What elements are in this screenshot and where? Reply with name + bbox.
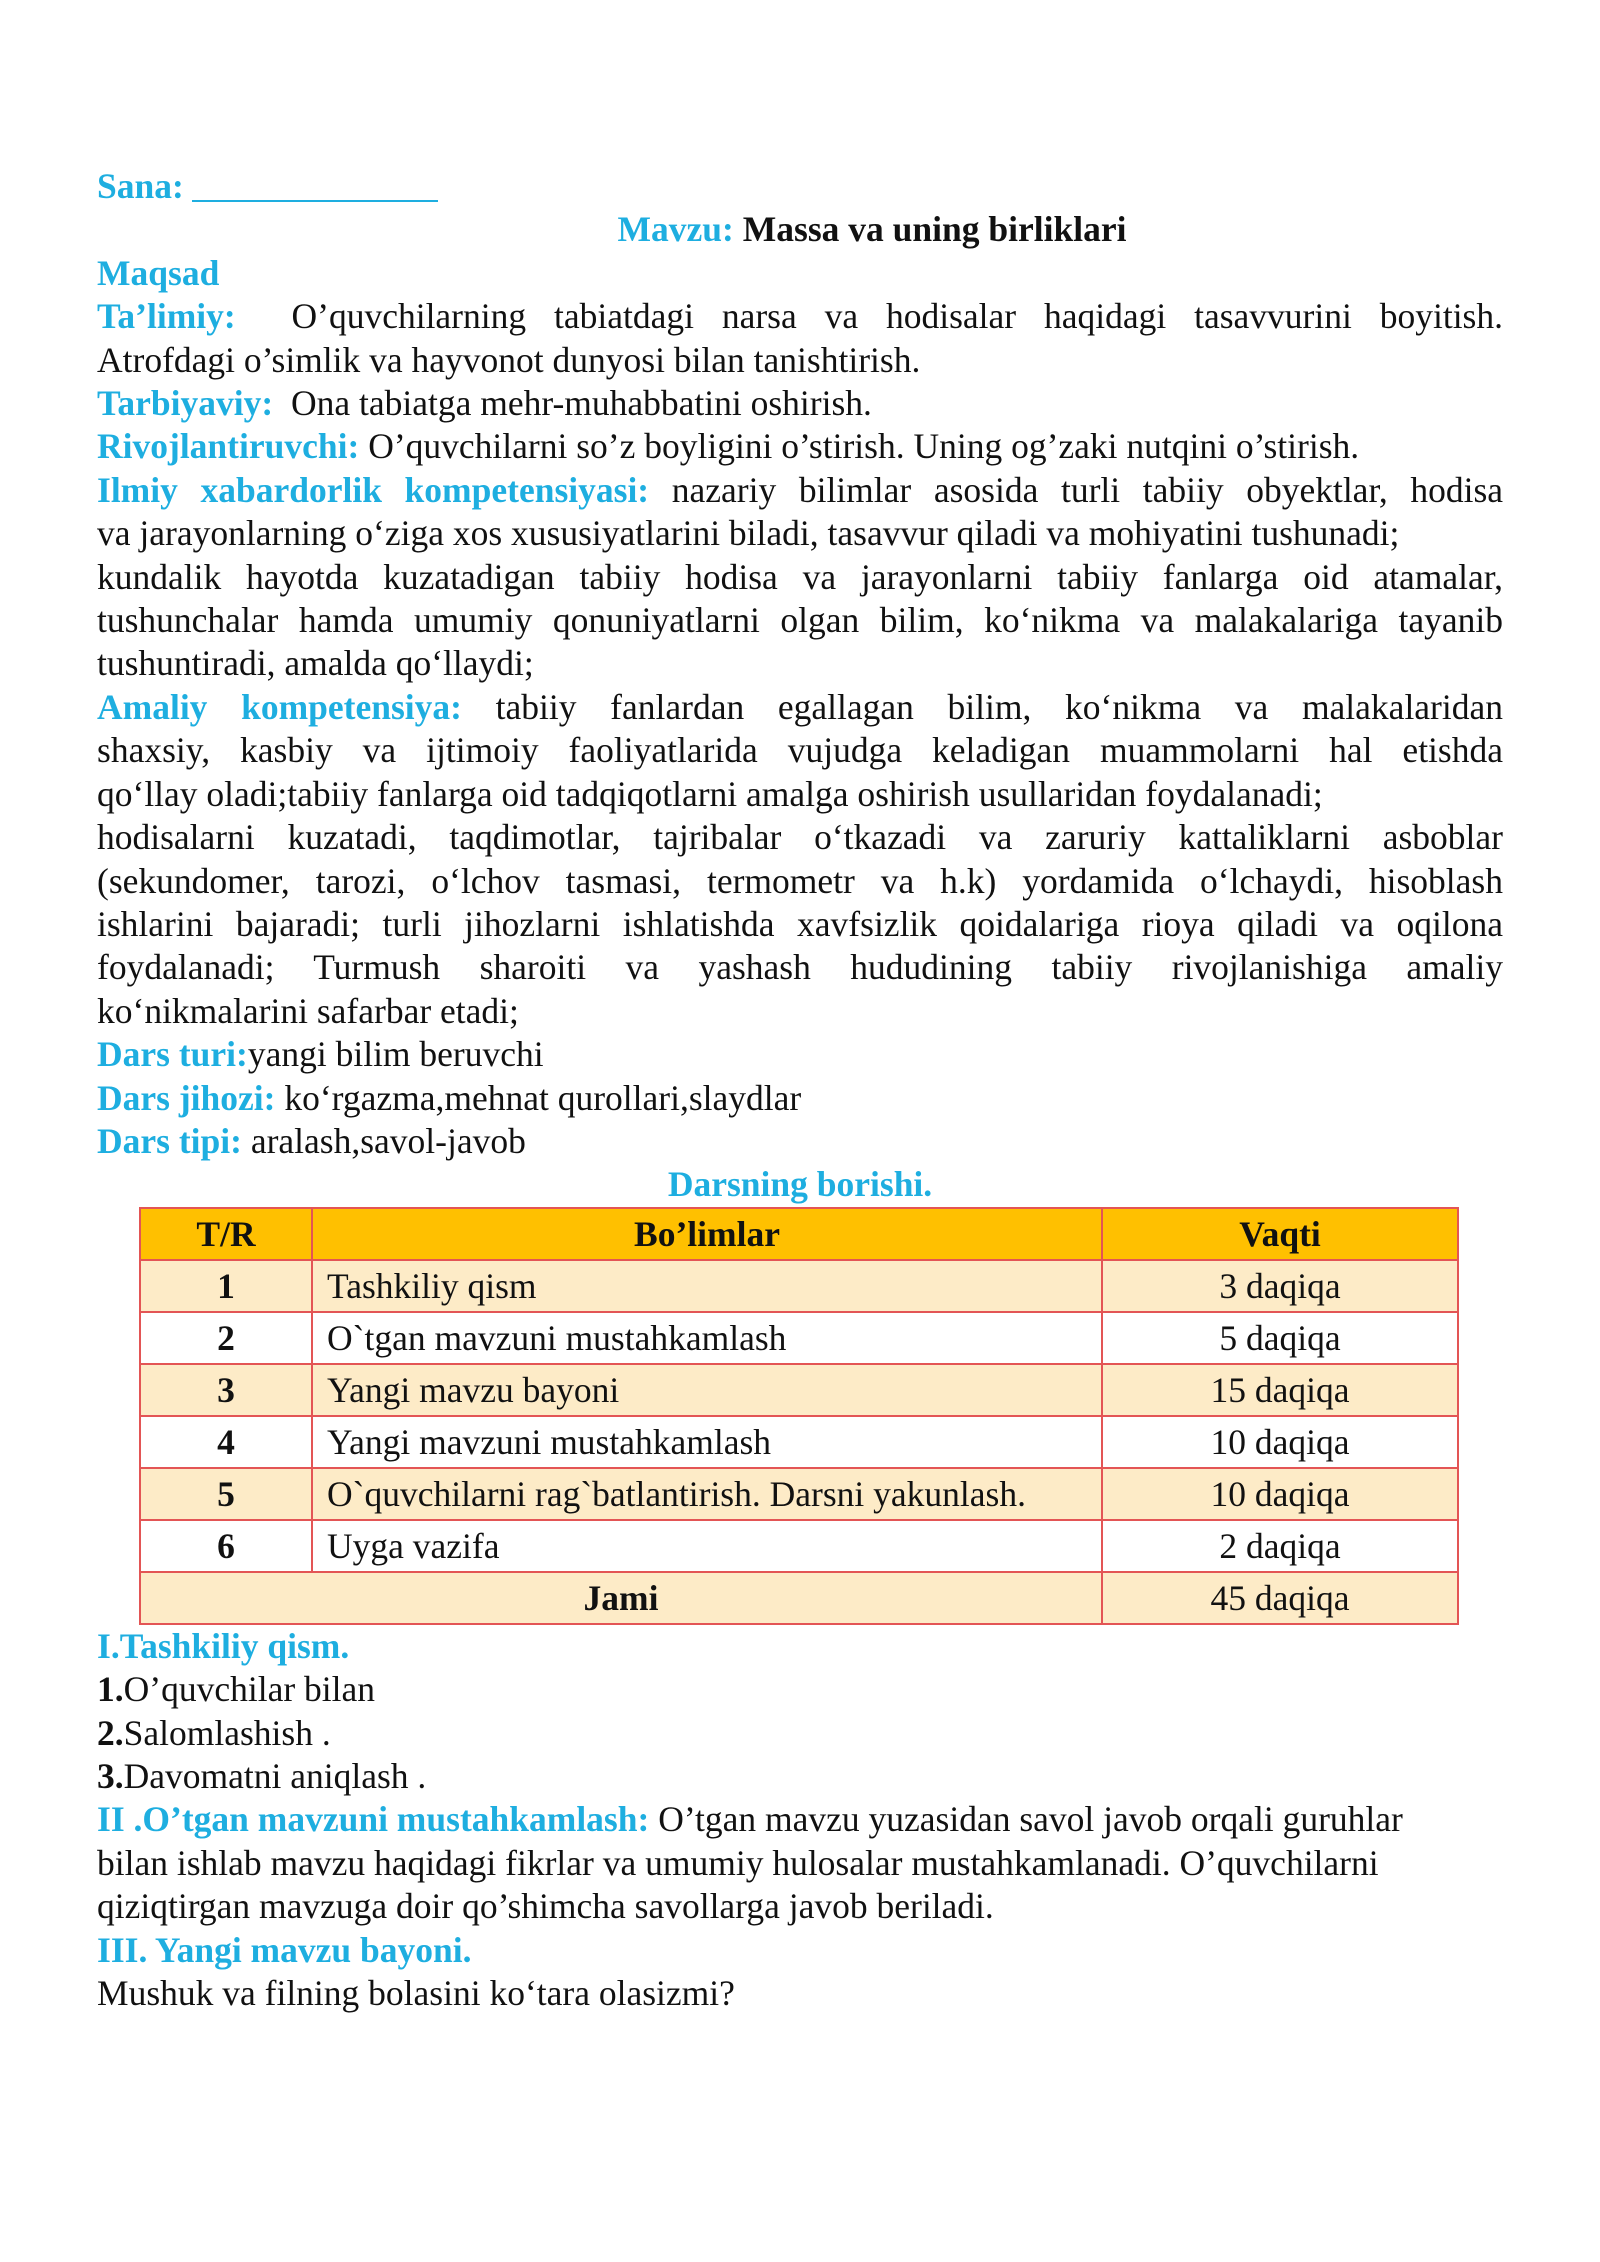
table-row xyxy=(140,1364,1458,1416)
dars-tipi-text: aralash,savol-javob xyxy=(250,1120,526,1161)
list-item xyxy=(97,1712,1503,1755)
talimiy-line-1 xyxy=(97,295,1503,338)
mavzu-line xyxy=(97,208,1503,251)
total-time: 45 daqiqa xyxy=(1102,1572,1458,1624)
header-bolimlar: Bo’limlar xyxy=(312,1208,1102,1260)
row-label: Tashkiliy qism xyxy=(312,1260,1102,1312)
amaliy-line-2: shaxsiy, kasbiy va ijtimoiy faoliyatlarida vujudga keladigan muammolarni hal etishda xyxy=(97,730,1503,771)
total-label: Jami xyxy=(140,1572,1102,1624)
row-number: 4 xyxy=(140,1416,312,1468)
maqsad-heading: Maqsad xyxy=(97,252,220,293)
amaliy-line-8: ko‘nikmalarini safarbar etadi; xyxy=(97,990,519,1031)
dars-jihozi-line xyxy=(97,1077,1503,1120)
list-item-text: Davomatni aniqlash . xyxy=(123,1755,427,1796)
dars-turi-label: Dars turi: xyxy=(97,1034,248,1075)
row-label: O`quvchilarni rag`batlantirish. Darsni yakunlash. xyxy=(312,1468,1102,1520)
ilmiy-line-3: kundalik hayotda kuzatadigan tabiiy hodisa va jarayonlarni tabiiy fanlarga oid atamalar, xyxy=(97,556,1503,597)
talimiy-text-1: O’quvchilarning tabiatdagi narsa va hodisalar haqidagi tasavvurini boyitish. xyxy=(291,296,1503,337)
amaliy-text-1: tabiiy fanlardan egallagan bilim, ko‘nikma va malakalaridan xyxy=(495,686,1503,727)
sana-blank xyxy=(192,166,438,202)
amaliy-line-4: hodisalarni kuzatadi, taqdimotlar, tajribalar o‘tkazadi va zaruriy kattaliklarni asboblar xyxy=(97,817,1503,858)
row-time: 5 daqiqa xyxy=(1102,1312,1458,1364)
list-item-number: 3. xyxy=(97,1755,124,1796)
section1-heading: I.Tashkiliy qism. xyxy=(97,1625,350,1666)
dars-turi-line xyxy=(97,1033,1503,1076)
rivojlantiruvchi-line xyxy=(97,425,1503,468)
dars-jihozi-text: ko‘rgazma,mehnat qurollari,slaydlar xyxy=(284,1077,802,1118)
dars-turi-text: yangi bilim beruvchi xyxy=(247,1034,544,1075)
section2-line-2: bilan ishlab mavzu haqidagi fikrlar va umumiy hulosalar mustahkamlanadi. O’quvchilarni xyxy=(97,1842,1379,1883)
amaliy-line-3: qo‘llay oladi;tabiiy fanlarga oid tadqiqotlarni amalga oshirish usullaridan foydalanadi; xyxy=(97,773,1323,814)
amaliy-line-5: (sekundomer, tarozi, o‘lchov tasmasi, termometr va h.k) yordamida o‘lchaydi, hisoblash xyxy=(97,860,1503,901)
dars-jihozi-label: Dars jihozi: xyxy=(97,1077,276,1118)
table-row xyxy=(140,1312,1458,1364)
rivojlantiruvchi-label: Rivojlantiruvchi: xyxy=(97,426,360,467)
ilmiy-label: Ilmiy xabardorlik kompetensiyasi: xyxy=(97,469,650,510)
section2-line-3: qiziqtirgan mavzuga doir qo’shimcha savollarga javob beriladi. xyxy=(97,1886,994,1927)
table-row xyxy=(140,1260,1458,1312)
section3-text: Mushuk va filning bolasini ko‘tara olasizmi? xyxy=(97,1973,735,2013)
list-item xyxy=(97,1668,1503,1711)
amaliy-line-1 xyxy=(97,686,1503,729)
table-row xyxy=(140,1468,1458,1520)
row-time: 3 daqiqa xyxy=(1102,1260,1458,1312)
list-item-number: 1. xyxy=(97,1669,124,1710)
dars-tipi-label: Dars tipi: xyxy=(97,1120,242,1161)
row-number: 2 xyxy=(140,1312,312,1364)
table-row xyxy=(140,1416,1458,1468)
row-number: 3 xyxy=(140,1364,312,1416)
table-caption: Darsning borishi. xyxy=(667,1164,933,1205)
mavzu-title: Massa va uning birliklari xyxy=(742,209,1127,250)
ilmiy-line-1 xyxy=(97,469,1503,512)
tarbiyaviy-label: Tarbiyaviy: xyxy=(97,383,274,424)
row-time: 2 daqiqa xyxy=(1102,1520,1458,1572)
header-tr: T/R xyxy=(140,1208,312,1260)
list-item-number: 2. xyxy=(97,1712,124,1753)
section2-heading: II .O’tgan mavzuni mustahkamlash: xyxy=(97,1799,650,1840)
header-vaqti: Vaqti xyxy=(1102,1208,1458,1260)
talimiy-line-2: Atrofdagi o’simlik va hayvonot dunyosi bilan tanishtirish. xyxy=(97,339,921,380)
section2-line-1 xyxy=(97,1798,1503,1841)
talimiy-label: Ta’limiy: xyxy=(97,296,236,337)
document-content xyxy=(97,165,1503,2015)
rivojlantiruvchi-text: O’quvchilarni so’z boyligini o’stirish. Uning og’zaki nutqini o’stirish. xyxy=(368,426,1360,467)
row-label: Yangi mavzu bayoni xyxy=(312,1364,1102,1416)
list-item-text: Salomlashish . xyxy=(123,1712,331,1753)
table-row xyxy=(140,1520,1458,1572)
mavzu-label: Mavzu: xyxy=(617,209,734,250)
row-time: 10 daqiqa xyxy=(1102,1416,1458,1468)
ilmiy-line-2: va jarayonlarning o‘ziga xos xususiyatlarini biladi, tasavvur qiladi va mohiyatini tushunadi; xyxy=(97,513,1400,554)
tarbiyaviy-text: Ona tabiatga mehr-muhabbatini oshirish. xyxy=(290,383,872,424)
row-label: O`tgan mavzuni mustahkamlash xyxy=(312,1312,1102,1364)
row-number: 6 xyxy=(140,1520,312,1572)
amaliy-line-6: ishlarini bajaradi; turli jihozlarni ishlatishda xavfsizlik qoidalariga rioya qiladi va oqilona xyxy=(97,903,1503,944)
row-time: 10 daqiqa xyxy=(1102,1468,1458,1520)
section3-heading: III. Yangi mavzu bayoni. xyxy=(97,1929,472,1970)
table-header-row xyxy=(140,1208,1458,1260)
row-label: Yangi mavzuni mustahkamlash xyxy=(312,1416,1102,1468)
row-number: 1 xyxy=(140,1260,312,1312)
section2-text-1: O’tgan mavzu yuzasidan savol javob orqali guruhlar xyxy=(658,1799,1403,1840)
sana-label: Sana: xyxy=(97,166,184,206)
list-item xyxy=(97,1755,1503,1798)
row-number: 5 xyxy=(140,1468,312,1520)
dars-tipi-line xyxy=(97,1120,1503,1163)
amaliy-label: Amaliy kompetensiya: xyxy=(97,686,462,727)
row-label: Uyga vazifa xyxy=(312,1520,1102,1572)
table-total-row xyxy=(140,1572,1458,1624)
tarbiyaviy-line xyxy=(97,382,1503,425)
sana-line xyxy=(97,165,1503,208)
row-time: 15 daqiqa xyxy=(1102,1364,1458,1416)
ilmiy-line-5: tushuntiradi, amalda qo‘llaydi; xyxy=(97,643,534,684)
list-item-text: O’quvchilar bilan xyxy=(123,1669,376,1710)
lesson-plan-table xyxy=(139,1207,1459,1625)
ilmiy-text-1: nazariy bilimlar asosida turli tabiiy obyektlar, hodisa xyxy=(671,469,1504,510)
amaliy-line-7: foydalanadi; Turmush sharoiti va yashash hududining tabiiy rivojlanishiga amaliy xyxy=(97,947,1503,988)
ilmiy-line-4: tushunchalar hamda umumiy qonuniyatlarni olgan bilim, ko‘nikma va malakalariga tayanib xyxy=(97,600,1503,641)
